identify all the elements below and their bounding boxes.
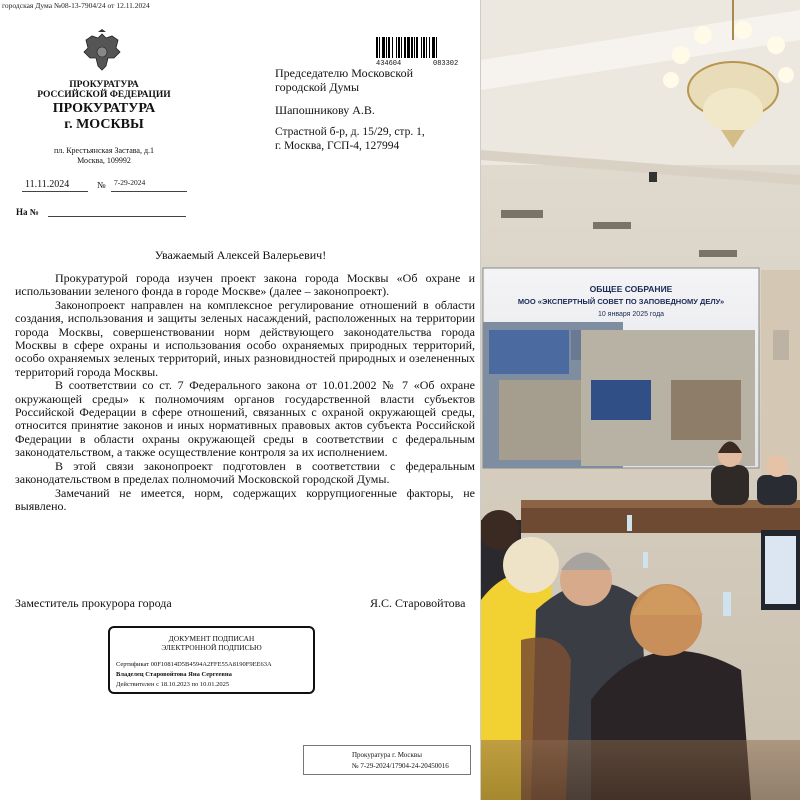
registry-stamp: Прокуратура г. Москвы № 7-29-2024/17904-24-20450016 [303, 745, 471, 775]
paragraph: В этой связи законопроект подготовлен в соответствии с федеральным законодательством в пределах полномочий Московской городской Думы. [15, 458, 475, 487]
signer-name: Я.С. Старовойтова [370, 596, 466, 610]
org-header-small: ПРОКУРАТУРА РОССИЙСКОЙ ФЕДЕРАЦИИ [37, 80, 171, 100]
org-header-large: ПРОКУРАТУРА г. МОСКВЫ [52, 101, 156, 132]
letter-body [15, 272, 475, 513]
registration-stamp: городская Дума №08-13-7904/24 от 12.11.2024 [2, 1, 150, 10]
letter-number: 7-29-2024 [114, 178, 146, 187]
signer-title: Заместитель прокурора города [15, 596, 172, 610]
divider [111, 191, 187, 192]
paragraph: Замечаний не имеется, норм, содержащих коррупциогенные факторы, не выявлено. [15, 485, 475, 513]
barcode-number: 434604 [376, 60, 402, 68]
sender-address: пл. Крестьянская Застава, д.1 Москва, 109992 [53, 146, 155, 165]
recipient-address: Страстной б-р, д. 15/29, стр. 1, г. Москва, ГСП-4, 127994 [275, 126, 425, 152]
greeting: Уважаемый Алексей Валерьевич! [154, 248, 327, 262]
divider [48, 216, 186, 217]
paragraph: Законопроект направлен на комплексное регулирование отношений в области создания, использования и защиты зеленых насаждений, расположенных на территории города Москвы, совершенствовании норм действующего законодательства города Москвы в сфере охраны и использования особо охраняемых природных территорий, особо охраняемых зеленых территорий, иных разновидностей природных и озелененных территорий города Москвы. [15, 297, 475, 379]
screen-title-2: МОО «ЭКСПЕРТНЫЙ СОВЕТ ПО ЗАПОВЕДНОМУ ДЕЛУ» [517, 297, 725, 306]
number-label: № [97, 180, 106, 190]
letter-date: 11.11.2024 [25, 179, 70, 190]
paragraph: Прокуратурой города изучен проект закона города Москвы «Об охране и использовании зеленого фонда в городе Москве» (далее – законопроект). [15, 271, 475, 299]
electronic-signature-stamp [108, 626, 315, 694]
meeting-photo [481, 0, 800, 800]
screen-date: 10 января 2025 года [597, 311, 665, 318]
screen-title-1: ОБЩЕЕ СОБРАНИЕ [589, 284, 673, 294]
barcode-number: 083302 [433, 60, 459, 68]
esig-owner: Владелец Старовойтова Яна Сергеевна [116, 671, 232, 678]
esig-validity: Действителен с 18.10.2023 по 10.01.2025 [116, 681, 230, 688]
reference-label: На № [16, 207, 39, 217]
esig-title: ДОКУМЕНТ ПОДПИСАН ЭЛЕКТРОННОЙ ПОДПИСЬЮ [161, 634, 262, 652]
recipient-name: Шапошникову А.В. [275, 103, 375, 117]
divider [22, 191, 88, 192]
esig-certificate: Сертификат 00F10814D5B4594A2FFE55A8190F9EE63A [116, 661, 272, 668]
coat-of-arms-icon [78, 28, 126, 76]
recipient: Председателю Московской городской Думы [275, 66, 414, 94]
paragraph: В соответствии со ст. 7 Федерального закона от 10.01.2002 № 7 «Об охране окружающей среды» к полномочиям органов государственной власти субъектов Российской Федерации в сфере отношений, связанных с охраной окружающей среды, относится принятие законов и иных нормативных правовых актов субъекта Российской Федерации в области охраны окружающей среды в соответствии с федеральным законодательством, а также осуществление контроля за их исполнением. [15, 378, 475, 460]
barcode-icon [376, 37, 466, 58]
